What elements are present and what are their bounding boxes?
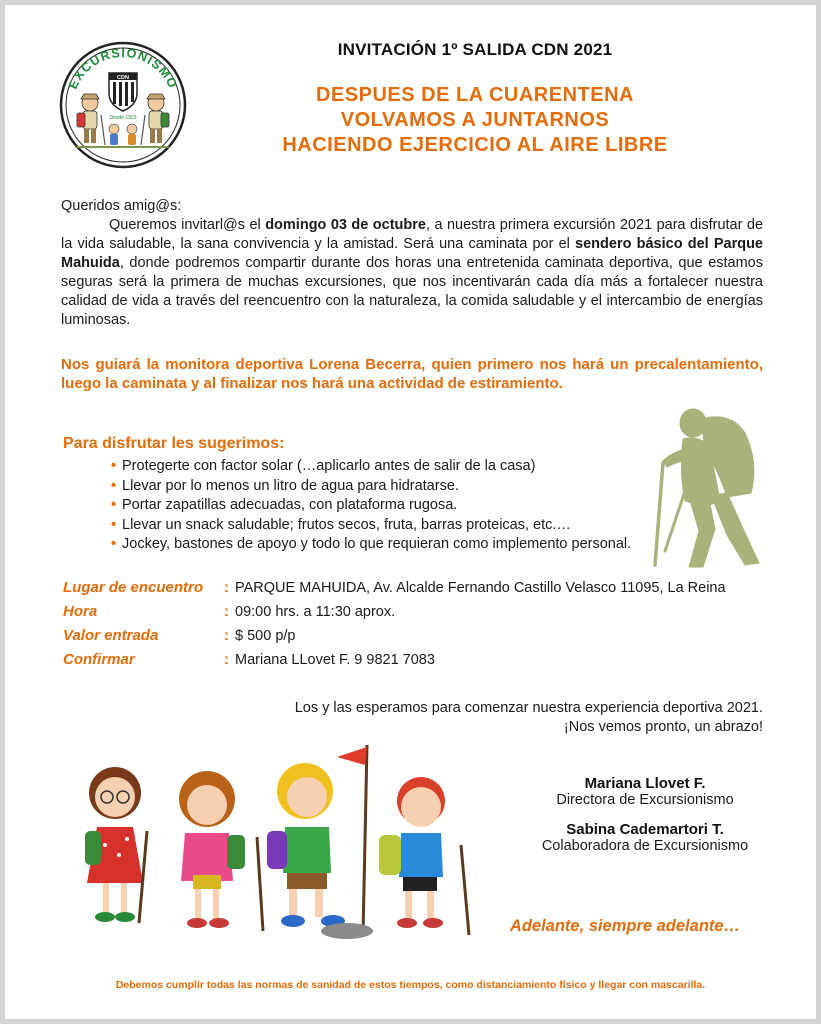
headline-line-2: VOLVAMOS A JUNTARNOS [340, 109, 610, 131]
svg-text:Desde 1923: Desde 1923 [109, 115, 137, 121]
invitation-page [5, 5, 816, 1019]
detail-colon: : [224, 627, 229, 644]
closing-line-2: ¡Nos vemos pronto, un abrazo! [563, 719, 763, 735]
closing-message [205, 699, 763, 737]
paragraph-text: , a nuestra primera excursión 2021 para disfrutar de la vida saludable, la sana convivencia y la amistad. Será una caminata por el [61, 217, 764, 252]
suggestions-title: Para disfrutar les sugerimos: [63, 435, 285, 452]
detail-colon: : [224, 651, 229, 668]
paragraph-text: , donde podremos compartir durante dos horas una entretenida caminata deportiva, que estamos seguras será la primera de muchas excursiones, que nos incentivarán cada día más a fortalecer nuestra calidad de vida a través del reencuentro con la naturaleza, la comida saludable y el intercambio de energías luminosas. [61, 255, 763, 328]
suggestions-list [111, 457, 631, 555]
detail-label: Hora [63, 603, 98, 620]
detail-label: Confirmar [63, 651, 135, 668]
invitation-title: INVITACIÓN 1º SALIDA CDN 2021 [337, 40, 613, 59]
hiking-kids-illustration [67, 735, 477, 945]
detail-value: PARQUE MAHUIDA, Av. Alcalde Fernando Castillo Velasco 11095, La Reina [235, 580, 726, 596]
trail-name: sendero básico del Parque Mahuida [61, 236, 763, 271]
closing-line-1: Los y las esperamos para comenzar nuestra experiencia deportiva 2021. [294, 700, 763, 716]
detail-label: Lugar de encuentro [63, 579, 204, 596]
paragraph-text: Queremos invitarl@s el [109, 217, 266, 233]
signature-role: Colaboradora de Excursionismo [541, 838, 749, 854]
kid-girl-pink-shirt [179, 771, 263, 931]
headline-line-1: DESPUES DE LA CUARENTENA [316, 84, 634, 106]
detail-value: Mariana LLovet F. 9 9821 7083 [235, 652, 435, 668]
detail-value: $ 500 p/p [235, 628, 296, 644]
signature-director [505, 775, 785, 808]
detail-label: Valor entrada [63, 627, 159, 644]
guide-paragraph: Nos guiará la monitora deportiva Lorena Becerra, quien primero nos hará un precalentamiento, luego la caminata y al finalizar nos hará una actividad de estiramiento. [61, 356, 763, 392]
headline-line-3: HACIENDO EJERCICIO AL AIRE LIBRE [282, 134, 668, 156]
suggestion-item: • Llevar por lo menos un litro de agua para hidratarse. [111, 477, 631, 497]
suggestion-item: • Llevar un snack saludable; frutos secos, fruta, barras proteicas, etc.… [111, 516, 631, 536]
suggestion-item: • Portar zapatillas adecuadas, con plataforma rugosa. [111, 496, 631, 516]
headline [245, 83, 705, 158]
hiker-silhouette [653, 401, 765, 571]
svg-text:CDN: CDN [117, 75, 129, 81]
signature-name: Mariana Llovet F. [584, 775, 706, 792]
detail-colon: : [224, 603, 229, 620]
invitation-paragraph [61, 216, 763, 330]
signature-collaborator [505, 821, 785, 854]
footer-note: Debemos cumplir todas las normas de sanidad de estos tiempos, como distanciamiento físico y llegar con mascarilla. [115, 979, 706, 991]
event-date: domingo 03 de octubre [265, 217, 426, 233]
kid-girl-red-dress [85, 767, 147, 923]
greeting: Queridos amig@s: [61, 198, 182, 214]
suggestion-item: • Protegerte con factor solar (…aplicarlo antes de salir de la casa) [111, 457, 631, 477]
detail-colon: : [224, 579, 229, 596]
suggestion-item: • Jockey, bastones de apoyo y todo lo que requieran como implemento personal. [111, 535, 631, 555]
signature-role: Directora de Excursionismo [556, 792, 734, 808]
kid-boy-with-flag [267, 745, 373, 939]
motto: Adelante, siempre adelante… [509, 917, 741, 935]
excursionismo-logo [57, 41, 189, 169]
svg-text:EXCURSIONISMO: EXCURSIONISMO [65, 45, 181, 92]
kid-boy-red-hair [379, 777, 469, 935]
signature-name: Sabina Cademartori T. [566, 821, 724, 838]
detail-value: 09:00 hrs. a 11:30 aprox. [235, 604, 396, 620]
